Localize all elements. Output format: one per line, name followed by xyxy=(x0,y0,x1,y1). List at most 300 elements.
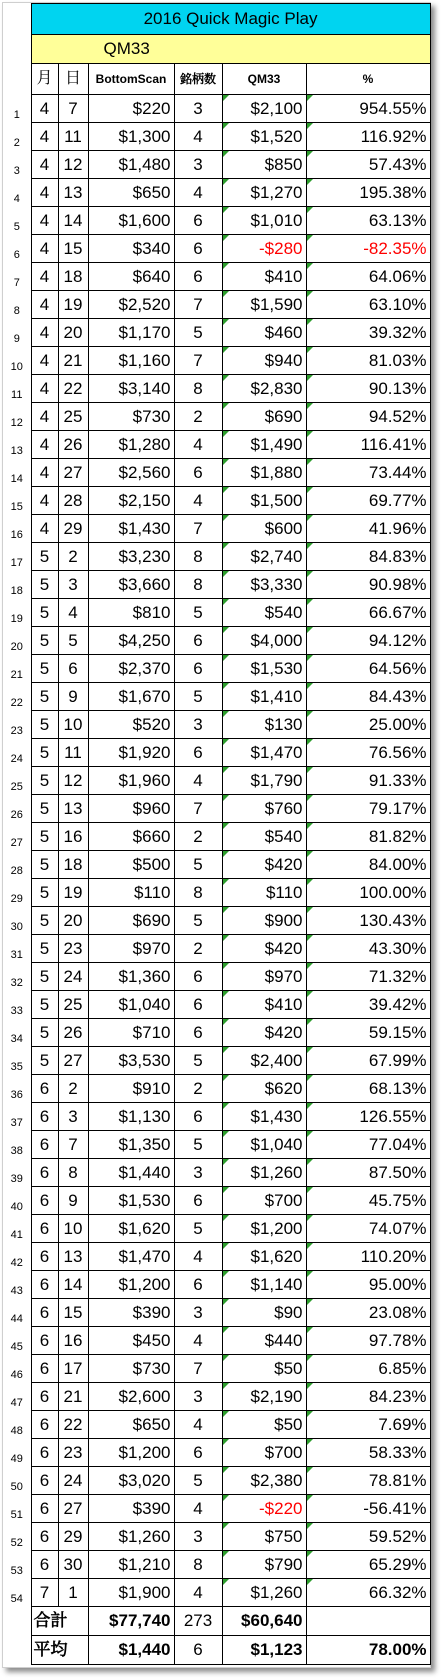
cell-day[interactable]: 26 xyxy=(58,1019,88,1047)
cell-pct[interactable]: 94.12% xyxy=(306,627,430,655)
cell-month[interactable]: 4 xyxy=(31,291,58,319)
row-number[interactable]: 14 xyxy=(3,459,31,487)
cell-month[interactable]: 4 xyxy=(31,375,58,403)
cell-day[interactable]: 11 xyxy=(58,739,88,767)
cell-count[interactable]: 6 xyxy=(174,739,222,767)
cell-month[interactable]: 6 xyxy=(31,1439,58,1467)
cell-day[interactable]: 16 xyxy=(58,823,88,851)
cell-pct[interactable]: 43.30% xyxy=(306,935,430,963)
cell-count[interactable]: 6 xyxy=(174,627,222,655)
cell-count[interactable]: 4 xyxy=(174,767,222,795)
cell-qm33[interactable]: $750 xyxy=(222,1523,306,1551)
cell-month[interactable]: 6 xyxy=(31,1159,58,1187)
row-number[interactable]: 31 xyxy=(3,935,31,963)
row-number[interactable]: 30 xyxy=(3,907,31,935)
cell-pct[interactable]: 63.13% xyxy=(306,207,430,235)
cell-month[interactable]: 6 xyxy=(31,1551,58,1579)
cell-month[interactable]: 6 xyxy=(31,1383,58,1411)
row-number[interactable]: 12 xyxy=(3,403,31,431)
cell-qm33[interactable]: $540 xyxy=(222,823,306,851)
row-number[interactable]: 33 xyxy=(3,991,31,1019)
cell-count[interactable]: 4 xyxy=(174,1495,222,1523)
cell-qm33[interactable]: $1,880 xyxy=(222,459,306,487)
cell-count[interactable]: 4 xyxy=(174,123,222,151)
cell-month[interactable]: 5 xyxy=(31,739,58,767)
totals-row-pct[interactable] xyxy=(306,1607,430,1636)
cell-month[interactable]: 4 xyxy=(31,263,58,291)
cell-count[interactable]: 6 xyxy=(174,235,222,263)
cell-bottomscan[interactable]: $1,530 xyxy=(88,1187,174,1215)
cell-count[interactable]: 6 xyxy=(174,1103,222,1131)
cell-pct[interactable]: 58.33% xyxy=(306,1439,430,1467)
cell-count[interactable]: 6 xyxy=(174,655,222,683)
cell-qm33[interactable]: $420 xyxy=(222,935,306,963)
cell-day[interactable]: 19 xyxy=(58,291,88,319)
cell-month[interactable]: 4 xyxy=(31,403,58,431)
cell-bottomscan[interactable]: $1,440 xyxy=(88,1159,174,1187)
cell-bottomscan[interactable]: $1,210 xyxy=(88,1551,174,1579)
cell-qm33[interactable]: $1,490 xyxy=(222,431,306,459)
cell-pct[interactable]: 41.96% xyxy=(306,515,430,543)
cell-bottomscan[interactable]: $1,130 xyxy=(88,1103,174,1131)
cell-pct[interactable]: 39.42% xyxy=(306,991,430,1019)
cell-month[interactable]: 5 xyxy=(31,963,58,991)
cell-pct[interactable]: 59.15% xyxy=(306,1019,430,1047)
cell-bottomscan[interactable]: $1,280 xyxy=(88,431,174,459)
cell-pct[interactable]: 7.69% xyxy=(306,1411,430,1439)
row-number[interactable]: 35 xyxy=(3,1047,31,1075)
cell-pct[interactable]: 87.50% xyxy=(306,1159,430,1187)
cell-qm33[interactable]: $940 xyxy=(222,347,306,375)
cell-count[interactable]: 5 xyxy=(174,599,222,627)
header-day[interactable]: 日 xyxy=(58,64,88,95)
cell-count[interactable]: 8 xyxy=(174,571,222,599)
averages-row-count[interactable]: 6 xyxy=(174,1636,222,1665)
cell-bottomscan[interactable]: $1,170 xyxy=(88,319,174,347)
cell-day[interactable]: 21 xyxy=(58,347,88,375)
totals-row-label[interactable]: 合計 xyxy=(31,1607,88,1636)
header-month[interactable]: 月 xyxy=(31,64,58,95)
cell-count[interactable]: 2 xyxy=(174,823,222,851)
cell-month[interactable]: 6 xyxy=(31,1131,58,1159)
cell-count[interactable]: 5 xyxy=(174,1467,222,1495)
cell-month[interactable]: 4 xyxy=(31,235,58,263)
cell-pct[interactable]: 126.55% xyxy=(306,1103,430,1131)
cell-bottomscan[interactable]: $730 xyxy=(88,1355,174,1383)
row-number[interactable]: 38 xyxy=(3,1131,31,1159)
cell-day[interactable]: 30 xyxy=(58,1551,88,1579)
row-number[interactable]: 20 xyxy=(3,627,31,655)
cell-bottomscan[interactable]: $640 xyxy=(88,263,174,291)
cell-bottomscan[interactable]: $1,600 xyxy=(88,207,174,235)
cell-qm33[interactable]: $130 xyxy=(222,711,306,739)
cell-qm33[interactable]: $1,430 xyxy=(222,1103,306,1131)
cell-count[interactable]: 3 xyxy=(174,95,222,123)
cell-pct[interactable]: 45.75% xyxy=(306,1187,430,1215)
cell-qm33[interactable]: $2,380 xyxy=(222,1467,306,1495)
row-number[interactable]: 10 xyxy=(3,347,31,375)
cell-bottomscan[interactable]: $1,960 xyxy=(88,767,174,795)
cell-qm33[interactable]: $1,500 xyxy=(222,487,306,515)
cell-month[interactable]: 6 xyxy=(31,1495,58,1523)
cell-bottomscan[interactable]: $1,900 xyxy=(88,1579,174,1607)
cell-bottomscan[interactable]: $450 xyxy=(88,1327,174,1355)
cell-bottomscan[interactable]: $1,360 xyxy=(88,963,174,991)
cell-qm33[interactable]: $2,830 xyxy=(222,375,306,403)
cell-bottomscan[interactable]: $710 xyxy=(88,1019,174,1047)
cell-count[interactable]: 7 xyxy=(174,515,222,543)
cell-pct[interactable]: 84.83% xyxy=(306,543,430,571)
sheet-title[interactable]: 2016 Quick Magic Play xyxy=(31,4,430,35)
cell-day[interactable]: 19 xyxy=(58,879,88,907)
cell-day[interactable]: 7 xyxy=(58,95,88,123)
row-number[interactable]: 42 xyxy=(3,1243,31,1271)
cell-bottomscan[interactable]: $1,200 xyxy=(88,1271,174,1299)
cell-day[interactable]: 23 xyxy=(58,1439,88,1467)
cell-bottomscan[interactable]: $660 xyxy=(88,823,174,851)
averages-row-bottomscan[interactable]: $1,440 xyxy=(88,1636,174,1665)
cell-qm33[interactable]: $1,530 xyxy=(222,655,306,683)
row-number[interactable]: 49 xyxy=(3,1439,31,1467)
row-number[interactable]: 51 xyxy=(3,1495,31,1523)
totals-row-bottomscan[interactable]: $77,740 xyxy=(88,1607,174,1636)
cell-pct[interactable]: 59.52% xyxy=(306,1523,430,1551)
cell-count[interactable]: 8 xyxy=(174,543,222,571)
cell-pct[interactable]: 71.32% xyxy=(306,963,430,991)
cell-day[interactable]: 24 xyxy=(58,1467,88,1495)
cell-qm33[interactable]: -$220 xyxy=(222,1495,306,1523)
row-number[interactable]: 5 xyxy=(3,207,31,235)
cell-pct[interactable]: 84.23% xyxy=(306,1383,430,1411)
cell-qm33[interactable]: $1,520 xyxy=(222,123,306,151)
cell-bottomscan[interactable]: $110 xyxy=(88,879,174,907)
cell-qm33[interactable]: $410 xyxy=(222,991,306,1019)
cell-month[interactable]: 6 xyxy=(31,1187,58,1215)
cell-month[interactable]: 4 xyxy=(31,123,58,151)
cell-count[interactable]: 2 xyxy=(174,1075,222,1103)
cell-qm33[interactable]: $4,000 xyxy=(222,627,306,655)
cell-day[interactable]: 16 xyxy=(58,1327,88,1355)
cell-day[interactable]: 10 xyxy=(58,1215,88,1243)
cell-bottomscan[interactable]: $3,660 xyxy=(88,571,174,599)
row-number[interactable]: 25 xyxy=(3,767,31,795)
row-number[interactable]: 24 xyxy=(3,739,31,767)
cell-qm33[interactable]: $850 xyxy=(222,151,306,179)
cell-count[interactable]: 8 xyxy=(174,879,222,907)
cell-day[interactable]: 7 xyxy=(58,1131,88,1159)
cell-bottomscan[interactable]: $1,260 xyxy=(88,1523,174,1551)
cell-pct[interactable]: 65.29% xyxy=(306,1551,430,1579)
row-number[interactable]: 19 xyxy=(3,599,31,627)
cell-pct[interactable]: 78.81% xyxy=(306,1467,430,1495)
cell-pct[interactable]: 954.55% xyxy=(306,95,430,123)
cell-count[interactable]: 4 xyxy=(174,487,222,515)
cell-count[interactable]: 6 xyxy=(174,991,222,1019)
cell-count[interactable]: 3 xyxy=(174,711,222,739)
cell-month[interactable]: 5 xyxy=(31,851,58,879)
cell-pct[interactable]: 64.56% xyxy=(306,655,430,683)
cell-bottomscan[interactable]: $390 xyxy=(88,1495,174,1523)
cell-qm33[interactable]: $440 xyxy=(222,1327,306,1355)
row-number[interactable]: 36 xyxy=(3,1075,31,1103)
cell-pct[interactable]: 66.32% xyxy=(306,1579,430,1607)
cell-day[interactable]: 27 xyxy=(58,459,88,487)
cell-count[interactable]: 3 xyxy=(174,151,222,179)
cell-pct[interactable]: 63.10% xyxy=(306,291,430,319)
cell-day[interactable]: 3 xyxy=(58,571,88,599)
row-number[interactable]: 48 xyxy=(3,1411,31,1439)
cell-month[interactable]: 5 xyxy=(31,1047,58,1075)
cell-month[interactable]: 6 xyxy=(31,1355,58,1383)
cell-day[interactable]: 10 xyxy=(58,711,88,739)
cell-pct[interactable]: 57.43% xyxy=(306,151,430,179)
cell-bottomscan[interactable]: $3,230 xyxy=(88,543,174,571)
row-number[interactable]: 41 xyxy=(3,1215,31,1243)
cell-count[interactable]: 7 xyxy=(174,291,222,319)
cell-bottomscan[interactable]: $2,520 xyxy=(88,291,174,319)
cell-pct[interactable]: 116.92% xyxy=(306,123,430,151)
cell-bottomscan[interactable]: $2,370 xyxy=(88,655,174,683)
cell-bottomscan[interactable]: $970 xyxy=(88,935,174,963)
cell-pct[interactable]: -82.35% xyxy=(306,235,430,263)
cell-day[interactable]: 8 xyxy=(58,1159,88,1187)
row-number[interactable]: 9 xyxy=(3,319,31,347)
row-number[interactable]: 11 xyxy=(3,375,31,403)
cell-bottomscan[interactable]: $1,040 xyxy=(88,991,174,1019)
cell-pct[interactable]: 97.78% xyxy=(306,1327,430,1355)
cell-month[interactable]: 5 xyxy=(31,1019,58,1047)
cell-qm33[interactable]: $1,260 xyxy=(222,1159,306,1187)
sheet-subtitle[interactable]: QM33 xyxy=(31,35,430,64)
cell-day[interactable]: 15 xyxy=(58,1299,88,1327)
cell-qm33[interactable]: $410 xyxy=(222,263,306,291)
cell-count[interactable]: 3 xyxy=(174,1383,222,1411)
cell-month[interactable]: 4 xyxy=(31,515,58,543)
cell-month[interactable]: 4 xyxy=(31,207,58,235)
cell-bottomscan[interactable]: $220 xyxy=(88,95,174,123)
cell-month[interactable]: 5 xyxy=(31,599,58,627)
cell-pct[interactable]: 74.07% xyxy=(306,1215,430,1243)
cell-month[interactable]: 5 xyxy=(31,795,58,823)
cell-qm33[interactable]: $970 xyxy=(222,963,306,991)
cell-pct[interactable]: 95.00% xyxy=(306,1271,430,1299)
row-number[interactable]: 29 xyxy=(3,879,31,907)
cell-month[interactable]: 6 xyxy=(31,1523,58,1551)
totals-row-qm33[interactable]: $60,640 xyxy=(222,1607,306,1636)
cell-day[interactable]: 25 xyxy=(58,991,88,1019)
cell-qm33[interactable]: $110 xyxy=(222,879,306,907)
cell-bottomscan[interactable]: $1,350 xyxy=(88,1131,174,1159)
cell-bottomscan[interactable]: $730 xyxy=(88,403,174,431)
cell-month[interactable]: 5 xyxy=(31,683,58,711)
cell-count[interactable]: 4 xyxy=(174,431,222,459)
cell-month[interactable]: 5 xyxy=(31,711,58,739)
row-number[interactable]: 39 xyxy=(3,1159,31,1187)
cell-count[interactable]: 6 xyxy=(174,1271,222,1299)
cell-day[interactable]: 18 xyxy=(58,263,88,291)
cell-count[interactable]: 3 xyxy=(174,1299,222,1327)
cell-day[interactable]: 9 xyxy=(58,683,88,711)
cell-bottomscan[interactable]: $650 xyxy=(88,179,174,207)
row-number[interactable]: 7 xyxy=(3,263,31,291)
cell-bottomscan[interactable]: $3,530 xyxy=(88,1047,174,1075)
cell-month[interactable]: 6 xyxy=(31,1327,58,1355)
cell-month[interactable]: 5 xyxy=(31,823,58,851)
averages-row-label[interactable]: 平均 xyxy=(31,1636,88,1665)
cell-qm33[interactable]: $1,410 xyxy=(222,683,306,711)
header-qm33[interactable]: QM33 xyxy=(222,64,306,95)
cell-day[interactable]: 17 xyxy=(58,1355,88,1383)
row-number[interactable]: 3 xyxy=(3,151,31,179)
cell-bottomscan[interactable]: $1,620 xyxy=(88,1215,174,1243)
cell-count[interactable]: 6 xyxy=(174,263,222,291)
cell-day[interactable]: 23 xyxy=(58,935,88,963)
cell-count[interactable]: 7 xyxy=(174,347,222,375)
cell-qm33[interactable]: $1,140 xyxy=(222,1271,306,1299)
cell-month[interactable]: 6 xyxy=(31,1411,58,1439)
row-number[interactable]: 43 xyxy=(3,1271,31,1299)
header-count[interactable]: 銘柄数 xyxy=(174,64,222,95)
cell-day[interactable]: 25 xyxy=(58,403,88,431)
cell-qm33[interactable]: $1,470 xyxy=(222,739,306,767)
header-bottomscan[interactable]: BottomScan xyxy=(88,64,174,95)
cell-count[interactable]: 6 xyxy=(174,963,222,991)
cell-month[interactable]: 5 xyxy=(31,935,58,963)
cell-bottomscan[interactable]: $960 xyxy=(88,795,174,823)
cell-qm33[interactable]: $3,330 xyxy=(222,571,306,599)
cell-count[interactable]: 4 xyxy=(174,1243,222,1271)
cell-day[interactable]: 14 xyxy=(58,207,88,235)
cell-day[interactable]: 1 xyxy=(58,1579,88,1607)
cell-pct[interactable]: 25.00% xyxy=(306,711,430,739)
cell-pct[interactable]: 84.43% xyxy=(306,683,430,711)
cell-bottomscan[interactable]: $3,140 xyxy=(88,375,174,403)
cell-pct[interactable]: 6.85% xyxy=(306,1355,430,1383)
cell-day[interactable]: 20 xyxy=(58,907,88,935)
cell-count[interactable]: 6 xyxy=(174,1019,222,1047)
cell-month[interactable]: 7 xyxy=(31,1579,58,1607)
row-number[interactable]: 46 xyxy=(3,1355,31,1383)
row-number[interactable]: 32 xyxy=(3,963,31,991)
cell-count[interactable]: 3 xyxy=(174,1523,222,1551)
row-number[interactable]: 13 xyxy=(3,431,31,459)
cell-bottomscan[interactable]: $810 xyxy=(88,599,174,627)
cell-month[interactable]: 4 xyxy=(31,459,58,487)
cell-qm33[interactable]: $1,040 xyxy=(222,1131,306,1159)
averages-row-pct[interactable]: 78.00% xyxy=(306,1636,430,1665)
cell-day[interactable]: 22 xyxy=(58,1411,88,1439)
cell-count[interactable]: 6 xyxy=(174,1439,222,1467)
cell-bottomscan[interactable]: $650 xyxy=(88,1411,174,1439)
cell-pct[interactable]: 94.52% xyxy=(306,403,430,431)
cell-month[interactable]: 5 xyxy=(31,571,58,599)
row-number[interactable]: 44 xyxy=(3,1299,31,1327)
cell-pct[interactable]: 81.03% xyxy=(306,347,430,375)
cell-month[interactable]: 6 xyxy=(31,1075,58,1103)
cell-day[interactable]: 12 xyxy=(58,151,88,179)
cell-day[interactable]: 13 xyxy=(58,1243,88,1271)
cell-bottomscan[interactable]: $2,560 xyxy=(88,459,174,487)
cell-bottomscan[interactable]: $1,200 xyxy=(88,1439,174,1467)
row-number[interactable]: 45 xyxy=(3,1327,31,1355)
cell-count[interactable]: 5 xyxy=(174,683,222,711)
cell-bottomscan[interactable]: $1,470 xyxy=(88,1243,174,1271)
cell-qm33[interactable]: $1,260 xyxy=(222,1579,306,1607)
header-pct[interactable]: % xyxy=(306,64,430,95)
cell-day[interactable]: 12 xyxy=(58,767,88,795)
cell-day[interactable]: 9 xyxy=(58,1187,88,1215)
cell-count[interactable]: 4 xyxy=(174,1579,222,1607)
cell-bottomscan[interactable]: $1,160 xyxy=(88,347,174,375)
row-number[interactable]: 15 xyxy=(3,487,31,515)
cell-qm33[interactable]: $1,790 xyxy=(222,767,306,795)
cell-month[interactable]: 6 xyxy=(31,1467,58,1495)
cell-bottomscan[interactable]: $1,300 xyxy=(88,123,174,151)
cell-qm33[interactable]: $900 xyxy=(222,907,306,935)
row-number[interactable]: 22 xyxy=(3,683,31,711)
cell-count[interactable]: 2 xyxy=(174,935,222,963)
cell-count[interactable]: 8 xyxy=(174,375,222,403)
cell-pct[interactable]: 110.20% xyxy=(306,1243,430,1271)
cell-day[interactable]: 21 xyxy=(58,1383,88,1411)
cell-month[interactable]: 5 xyxy=(31,991,58,1019)
cell-qm33[interactable]: $50 xyxy=(222,1411,306,1439)
row-number[interactable]: 23 xyxy=(3,711,31,739)
cell-month[interactable]: 5 xyxy=(31,655,58,683)
row-number[interactable]: 8 xyxy=(3,291,31,319)
cell-pct[interactable]: 91.33% xyxy=(306,767,430,795)
cell-month[interactable]: 4 xyxy=(31,179,58,207)
cell-day[interactable]: 2 xyxy=(58,543,88,571)
row-number[interactable]: 52 xyxy=(3,1523,31,1551)
row-number[interactable]: 27 xyxy=(3,823,31,851)
cell-bottomscan[interactable]: $1,670 xyxy=(88,683,174,711)
cell-qm33[interactable]: $700 xyxy=(222,1187,306,1215)
cell-pct[interactable]: 76.56% xyxy=(306,739,430,767)
cell-month[interactable]: 6 xyxy=(31,1299,58,1327)
cell-day[interactable]: 27 xyxy=(58,1047,88,1075)
cell-qm33[interactable]: -$280 xyxy=(222,235,306,263)
cell-day[interactable]: 11 xyxy=(58,123,88,151)
cell-bottomscan[interactable]: $2,600 xyxy=(88,1383,174,1411)
row-number[interactable]: 34 xyxy=(3,1019,31,1047)
row-number[interactable]: 2 xyxy=(3,123,31,151)
cell-pct[interactable]: 68.13% xyxy=(306,1075,430,1103)
cell-day[interactable]: 15 xyxy=(58,235,88,263)
row-number[interactable]: 18 xyxy=(3,571,31,599)
row-number[interactable]: 50 xyxy=(3,1467,31,1495)
row-number[interactable]: 17 xyxy=(3,543,31,571)
cell-month[interactable]: 5 xyxy=(31,627,58,655)
cell-day[interactable]: 13 xyxy=(58,179,88,207)
row-number[interactable]: 1 xyxy=(3,95,31,123)
cell-pct[interactable]: 84.00% xyxy=(306,851,430,879)
cell-pct[interactable]: 69.77% xyxy=(306,487,430,515)
cell-count[interactable]: 4 xyxy=(174,1411,222,1439)
cell-day[interactable]: 4 xyxy=(58,599,88,627)
cell-day[interactable]: 20 xyxy=(58,319,88,347)
cell-day[interactable]: 29 xyxy=(58,1523,88,1551)
cell-day[interactable]: 26 xyxy=(58,431,88,459)
cell-day[interactable]: 28 xyxy=(58,487,88,515)
cell-count[interactable]: 5 xyxy=(174,907,222,935)
cell-day[interactable]: 5 xyxy=(58,627,88,655)
cell-day[interactable]: 6 xyxy=(58,655,88,683)
cell-day[interactable]: 22 xyxy=(58,375,88,403)
cell-count[interactable]: 5 xyxy=(174,1047,222,1075)
row-number[interactable]: 47 xyxy=(3,1383,31,1411)
cell-pct[interactable]: 39.32% xyxy=(306,319,430,347)
